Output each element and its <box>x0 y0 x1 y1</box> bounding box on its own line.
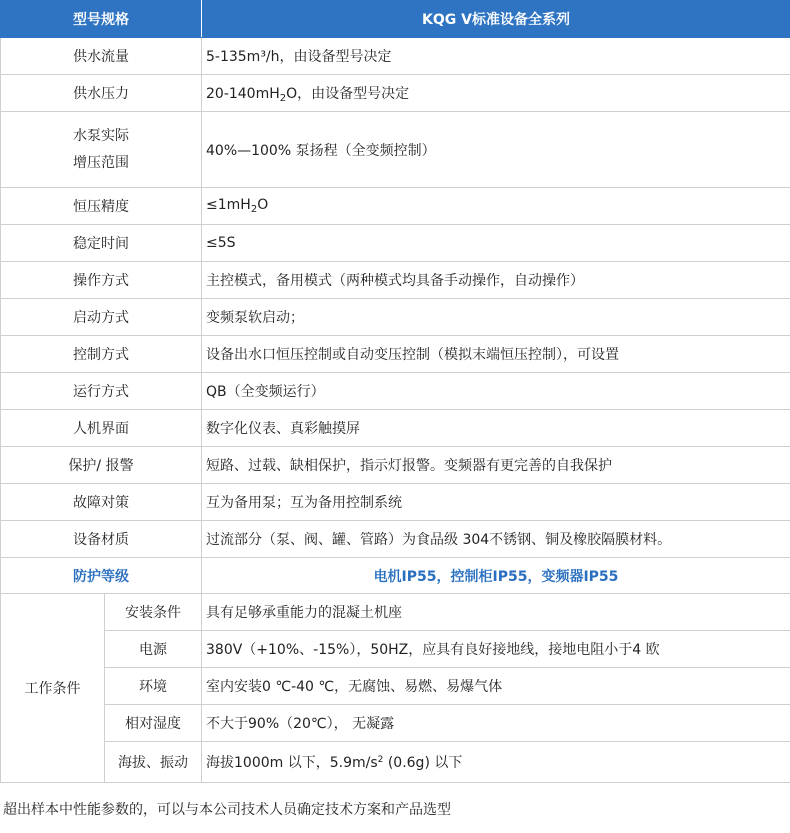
footer-note: 超出样本中性能参数的，可以与本公司技术人员确定技术方案和产品选型 <box>3 802 451 818</box>
table-row <box>1 262 790 299</box>
table-row <box>1 225 790 262</box>
table-row <box>1 447 790 484</box>
value-part: 20-140mH <box>206 85 280 102</box>
row-value: 过流部分（泵、阀、罐、管路）为食品级 304不锈钢、铜及橡胶隔膜材料。 <box>202 521 790 558</box>
row-value: 互为备用泵；互为备用控制系统 <box>202 484 790 521</box>
value-part: ≤1mH <box>206 197 251 213</box>
table-row <box>1 484 790 521</box>
row-value: ≤5S <box>202 225 790 262</box>
row-label: 运行方式 <box>1 373 202 410</box>
row-label: 启动方式 <box>1 299 202 336</box>
label-line: 增压范围 <box>73 154 129 171</box>
row-value: 5-135m³/h，由设备型号决定 <box>202 38 790 75</box>
protection-row <box>1 558 790 594</box>
row-value: 变频泵软启动； <box>202 299 790 336</box>
row-value: 短路、过载、缺相保护，指示灯报警。变频器有更完善的自我保护 <box>202 447 790 484</box>
value-subscript: 2 <box>279 92 287 104</box>
work-item-value: 室内安装0 ℃-40 ℃，无腐蚀、易燃、易爆气体 <box>202 668 790 705</box>
work-row <box>1 705 790 742</box>
row-label: 人机界面 <box>1 410 202 447</box>
row-label: 控制方式 <box>1 336 202 373</box>
row-label: 稳定时间 <box>1 225 202 262</box>
work-item-value: 380V（+10%、-15%），50HZ，应具有良好接地线，接地电阻小于4 欧 <box>202 631 790 668</box>
work-item-value <box>202 742 790 783</box>
work-conditions-label: 工作条件 <box>1 594 105 783</box>
value-subscript: 2 <box>250 204 258 215</box>
label-line: 水泵实际 <box>73 127 129 144</box>
work-item-label: 电源 <box>105 631 202 668</box>
table-row <box>1 112 790 188</box>
row-label: 设备材质 <box>1 521 202 558</box>
work-row <box>1 742 790 783</box>
row-label: 故障对策 <box>1 484 202 521</box>
table-row <box>1 410 790 447</box>
value-part: (0.6g) 以下 <box>383 755 463 771</box>
row-value <box>202 75 790 112</box>
value-part: 海拔1000m 以下，5.9m/s <box>206 755 378 771</box>
row-label: 供水压力 <box>1 75 202 112</box>
row-label: 操作方式 <box>1 262 202 299</box>
value-superscript: 2 <box>377 755 384 765</box>
header-model-spec: 型号规格 <box>1 1 202 38</box>
work-row <box>1 594 790 631</box>
protection-value: 电机IP55，控制柜IP55，变频器IP55 <box>202 558 790 594</box>
work-row <box>1 631 790 668</box>
row-value: 主控模式，备用模式（两种模式均具备手动操作，自动操作） <box>202 262 790 299</box>
row-label: 供水流量 <box>1 38 202 75</box>
row-value <box>202 188 790 225</box>
work-row <box>1 668 790 705</box>
protection-label: 防护等级 <box>1 558 202 594</box>
table-row <box>1 336 790 373</box>
table-row <box>1 299 790 336</box>
table-row <box>1 75 790 112</box>
table-row <box>1 521 790 558</box>
work-item-label: 环境 <box>105 668 202 705</box>
row-label: 恒压精度 <box>1 188 202 225</box>
row-value: 数字化仪表、真彩触摸屏 <box>202 410 790 447</box>
row-value: 设备出水口恒压控制或自动变压控制（模拟末端恒压控制），可设置 <box>202 336 790 373</box>
table-header-row <box>1 1 790 38</box>
value-part: O <box>257 197 269 213</box>
work-item-label: 相对湿度 <box>105 705 202 742</box>
work-item-label: 安装条件 <box>105 594 202 631</box>
row-value: QB（全变频运行） <box>202 373 790 410</box>
work-item-label: 海拔、振动 <box>105 742 202 783</box>
table-row <box>1 38 790 75</box>
row-value: 40%—100% 泵扬程（全变频控制） <box>202 112 790 188</box>
row-label: 保护/ 报警 <box>1 447 202 484</box>
work-item-value: 具有足够承重能力的混凝土机座 <box>202 594 790 631</box>
row-label <box>1 112 202 188</box>
work-item-value: 不大于90%（20℃）， 无凝露 <box>202 705 790 742</box>
table-row <box>1 188 790 225</box>
header-series: KQG V标准设备全系列 <box>202 1 790 38</box>
value-part: O，由设备型号决定 <box>286 85 410 102</box>
table-row <box>1 373 790 410</box>
